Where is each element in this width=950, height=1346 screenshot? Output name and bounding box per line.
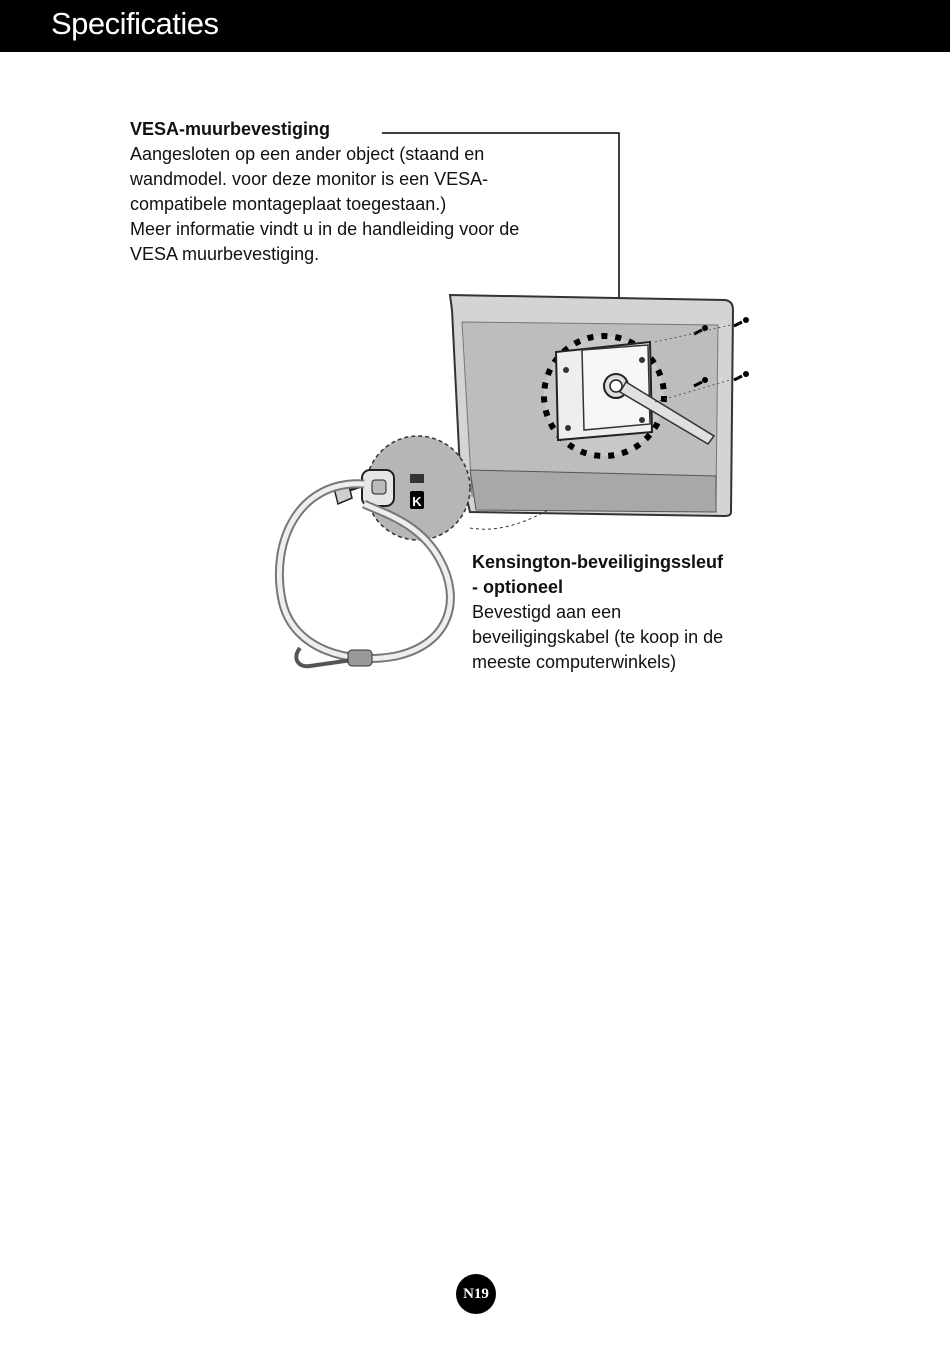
kensington-heading: Kensington-beveiligingssleuf: [472, 552, 724, 572]
page-number-badge: N19: [456, 1274, 496, 1314]
page-title: Specificaties: [51, 6, 219, 41]
kensington-line: Bevestigd aan een: [472, 602, 622, 622]
kensington-description: [472, 550, 792, 675]
vesa-line: VESA muurbevestiging.: [130, 244, 320, 264]
vesa-line: wandmodel. voor deze monitor is een VESA-: [130, 169, 489, 189]
vesa-heading: VESA-muurbevestiging: [130, 119, 331, 139]
vesa-line: Meer informatie vindt u in de handleiding voor de: [130, 219, 520, 239]
vesa-line: compatibele montageplaat toegestaan.): [130, 194, 447, 214]
lock-k-icon: K: [412, 494, 422, 509]
kensington-heading-sub: - optioneel: [472, 577, 563, 597]
kensington-line: meeste computerwinkels): [472, 652, 677, 672]
kensington-line: beveiligingskabel (te koop in de: [472, 627, 724, 647]
vesa-line: Aangesloten op een ander object (staand en: [130, 144, 485, 164]
